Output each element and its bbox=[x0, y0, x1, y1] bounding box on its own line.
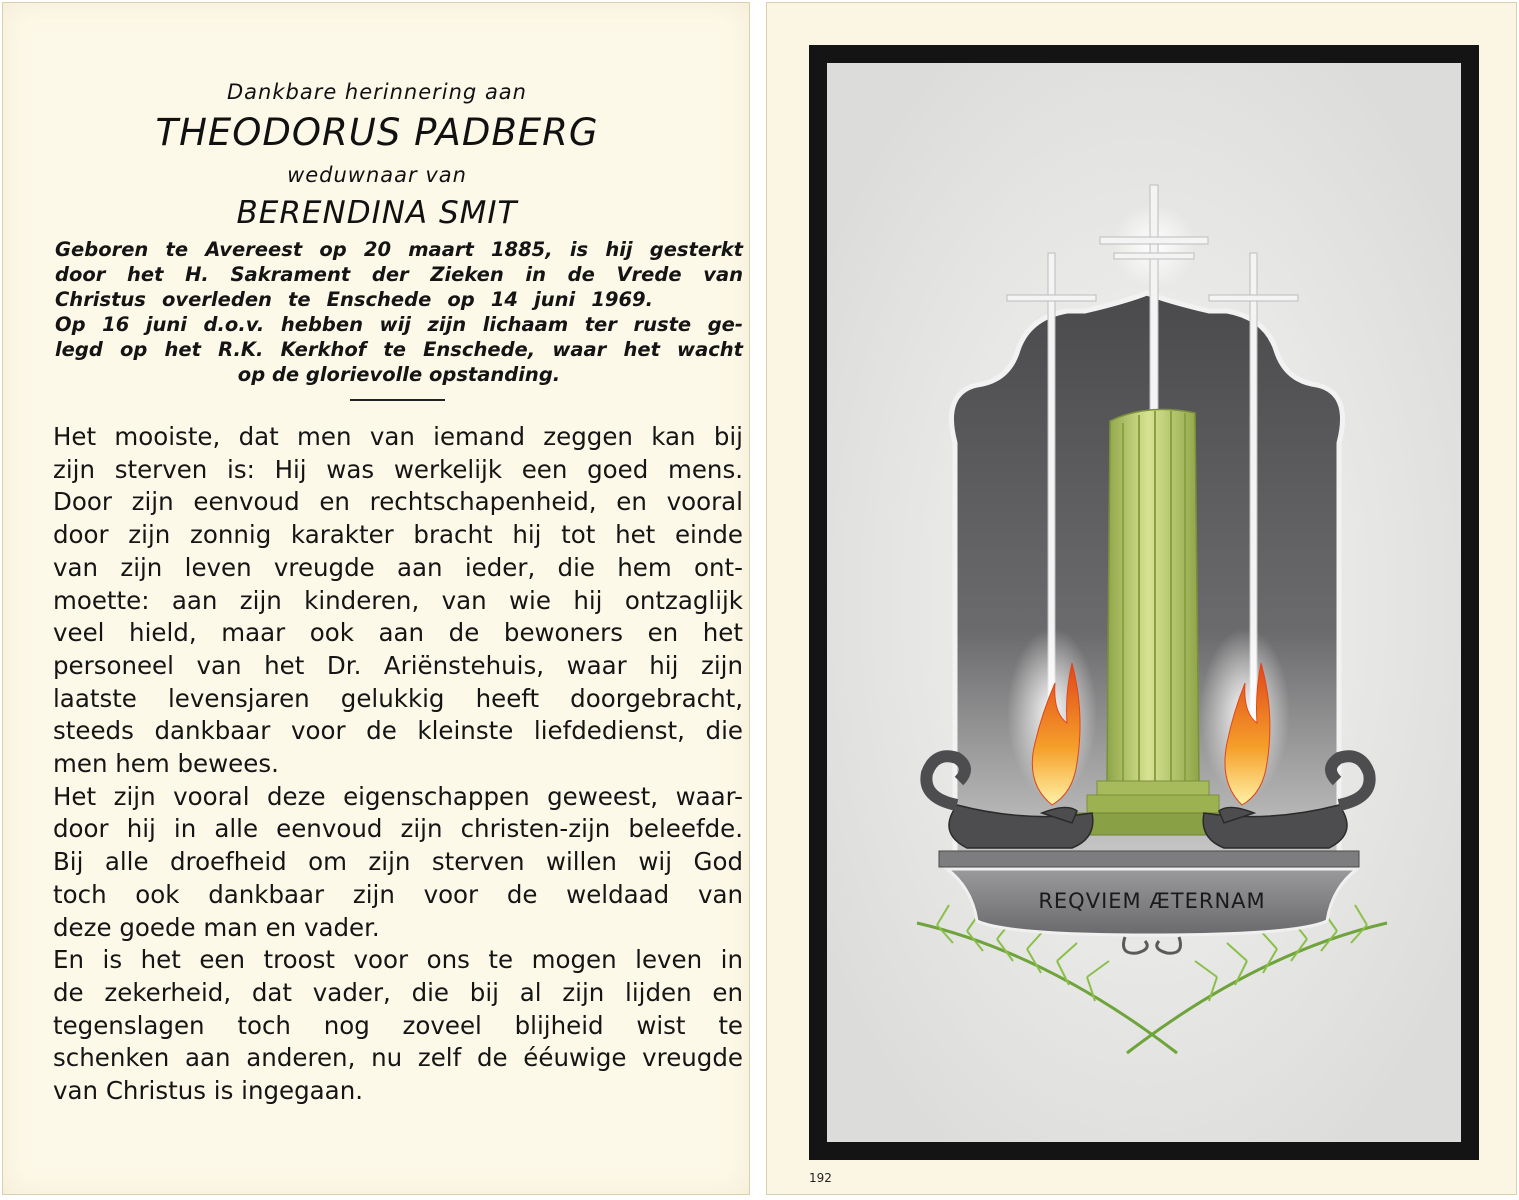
text-line: van Christus is ingegaan. bbox=[53, 1076, 364, 1106]
intro-line: Dankbare herinnering aan bbox=[226, 80, 527, 104]
spouse-name: BERENDINA SMIT bbox=[236, 195, 518, 231]
text-line: toch ook dankbaar zijn voor de weldaad van bbox=[53, 879, 743, 909]
bio-line: op de glorievolle opstanding. bbox=[237, 363, 561, 386]
text-line: moette: aan zijn kinderen, van wie hij ontzaglijk bbox=[53, 585, 743, 615]
text-line: Het zijn vooral deze eigenschappen geweest, waar- bbox=[53, 781, 743, 811]
text-line: steeds dankbaar voor de kleinste liefdedienst, die bbox=[53, 716, 743, 746]
text-line: Het mooiste, dat men van iemand zeggen kan bij bbox=[53, 422, 743, 451]
text-line: door zijn zonnig karakter bracht hij tot het einde bbox=[53, 520, 743, 550]
text-line: men hem bewees. bbox=[53, 749, 279, 779]
memorial-card-image-side bbox=[766, 2, 1517, 1195]
print-number: 192 bbox=[809, 1171, 832, 1185]
text-line: de zekerheid, dat vader, die bij al zijn lijden en bbox=[53, 977, 743, 1007]
bio-line: Geboren te Avereest op 20 maart 1885, is hij gesterkt bbox=[55, 238, 743, 261]
devotional-illustration bbox=[827, 63, 1461, 1142]
mourning-border bbox=[809, 45, 1479, 1160]
text-line: deze goede man en vader. bbox=[53, 912, 380, 942]
bio-line: Op 16 juni d.o.v. hebben wij zijn lichaam ter ruste ge- bbox=[55, 313, 743, 336]
text-line: laatste levensjaren gelukkig heeft doorgebracht, bbox=[53, 683, 743, 713]
requiem-text: REQVIEM ÆTERNAM bbox=[1038, 889, 1266, 913]
text-line: door hij in alle eenvoud zijn christen-zijn beleefde. bbox=[53, 814, 743, 844]
divider-rule bbox=[350, 399, 445, 401]
bio-line: legd op het R.K. Kerkhof te Enschede, waar het wacht bbox=[55, 338, 743, 361]
requiem-illustration bbox=[827, 63, 1461, 1142]
text-line: zijn sterven is: Hij was werkelijk een goed mens. bbox=[53, 454, 743, 484]
text-line: Door zijn eenvoud en rechtschapenheid, en vooral bbox=[53, 487, 743, 517]
text-line: schenken aan anderen, nu zelf de ééuwige vreugde bbox=[53, 1043, 743, 1073]
bio-line: door het H. Sakrament der Zieken in de Vrede van bbox=[55, 263, 743, 286]
ledge bbox=[939, 851, 1359, 867]
text-line: van zijn leven vreugde aan ieder, die hem ont- bbox=[53, 552, 743, 582]
text-line: tegenslagen toch nog zoveel blijheid wist te bbox=[53, 1010, 743, 1040]
bio-line: Christus overleden te Enschede op 14 juni 1969. bbox=[55, 288, 653, 311]
deceased-name: THEODORUS PADBERG bbox=[155, 111, 599, 154]
text-line: veel hield, maar ook aan de bewoners en het bbox=[53, 618, 743, 648]
text-line: personeel van het Dr. Ariënstehuis, waar hij zijn bbox=[53, 650, 743, 680]
text-line: En is het een troost voor ons te mogen leven in bbox=[53, 945, 743, 975]
memorial-text bbox=[53, 421, 743, 1108]
text-line: Bij alle droefheid om zijn sterven willen wij God bbox=[53, 847, 743, 877]
biography bbox=[55, 237, 743, 387]
memorial-card-text-side bbox=[2, 2, 750, 1195]
widower-line: weduwnaar van bbox=[287, 163, 467, 187]
